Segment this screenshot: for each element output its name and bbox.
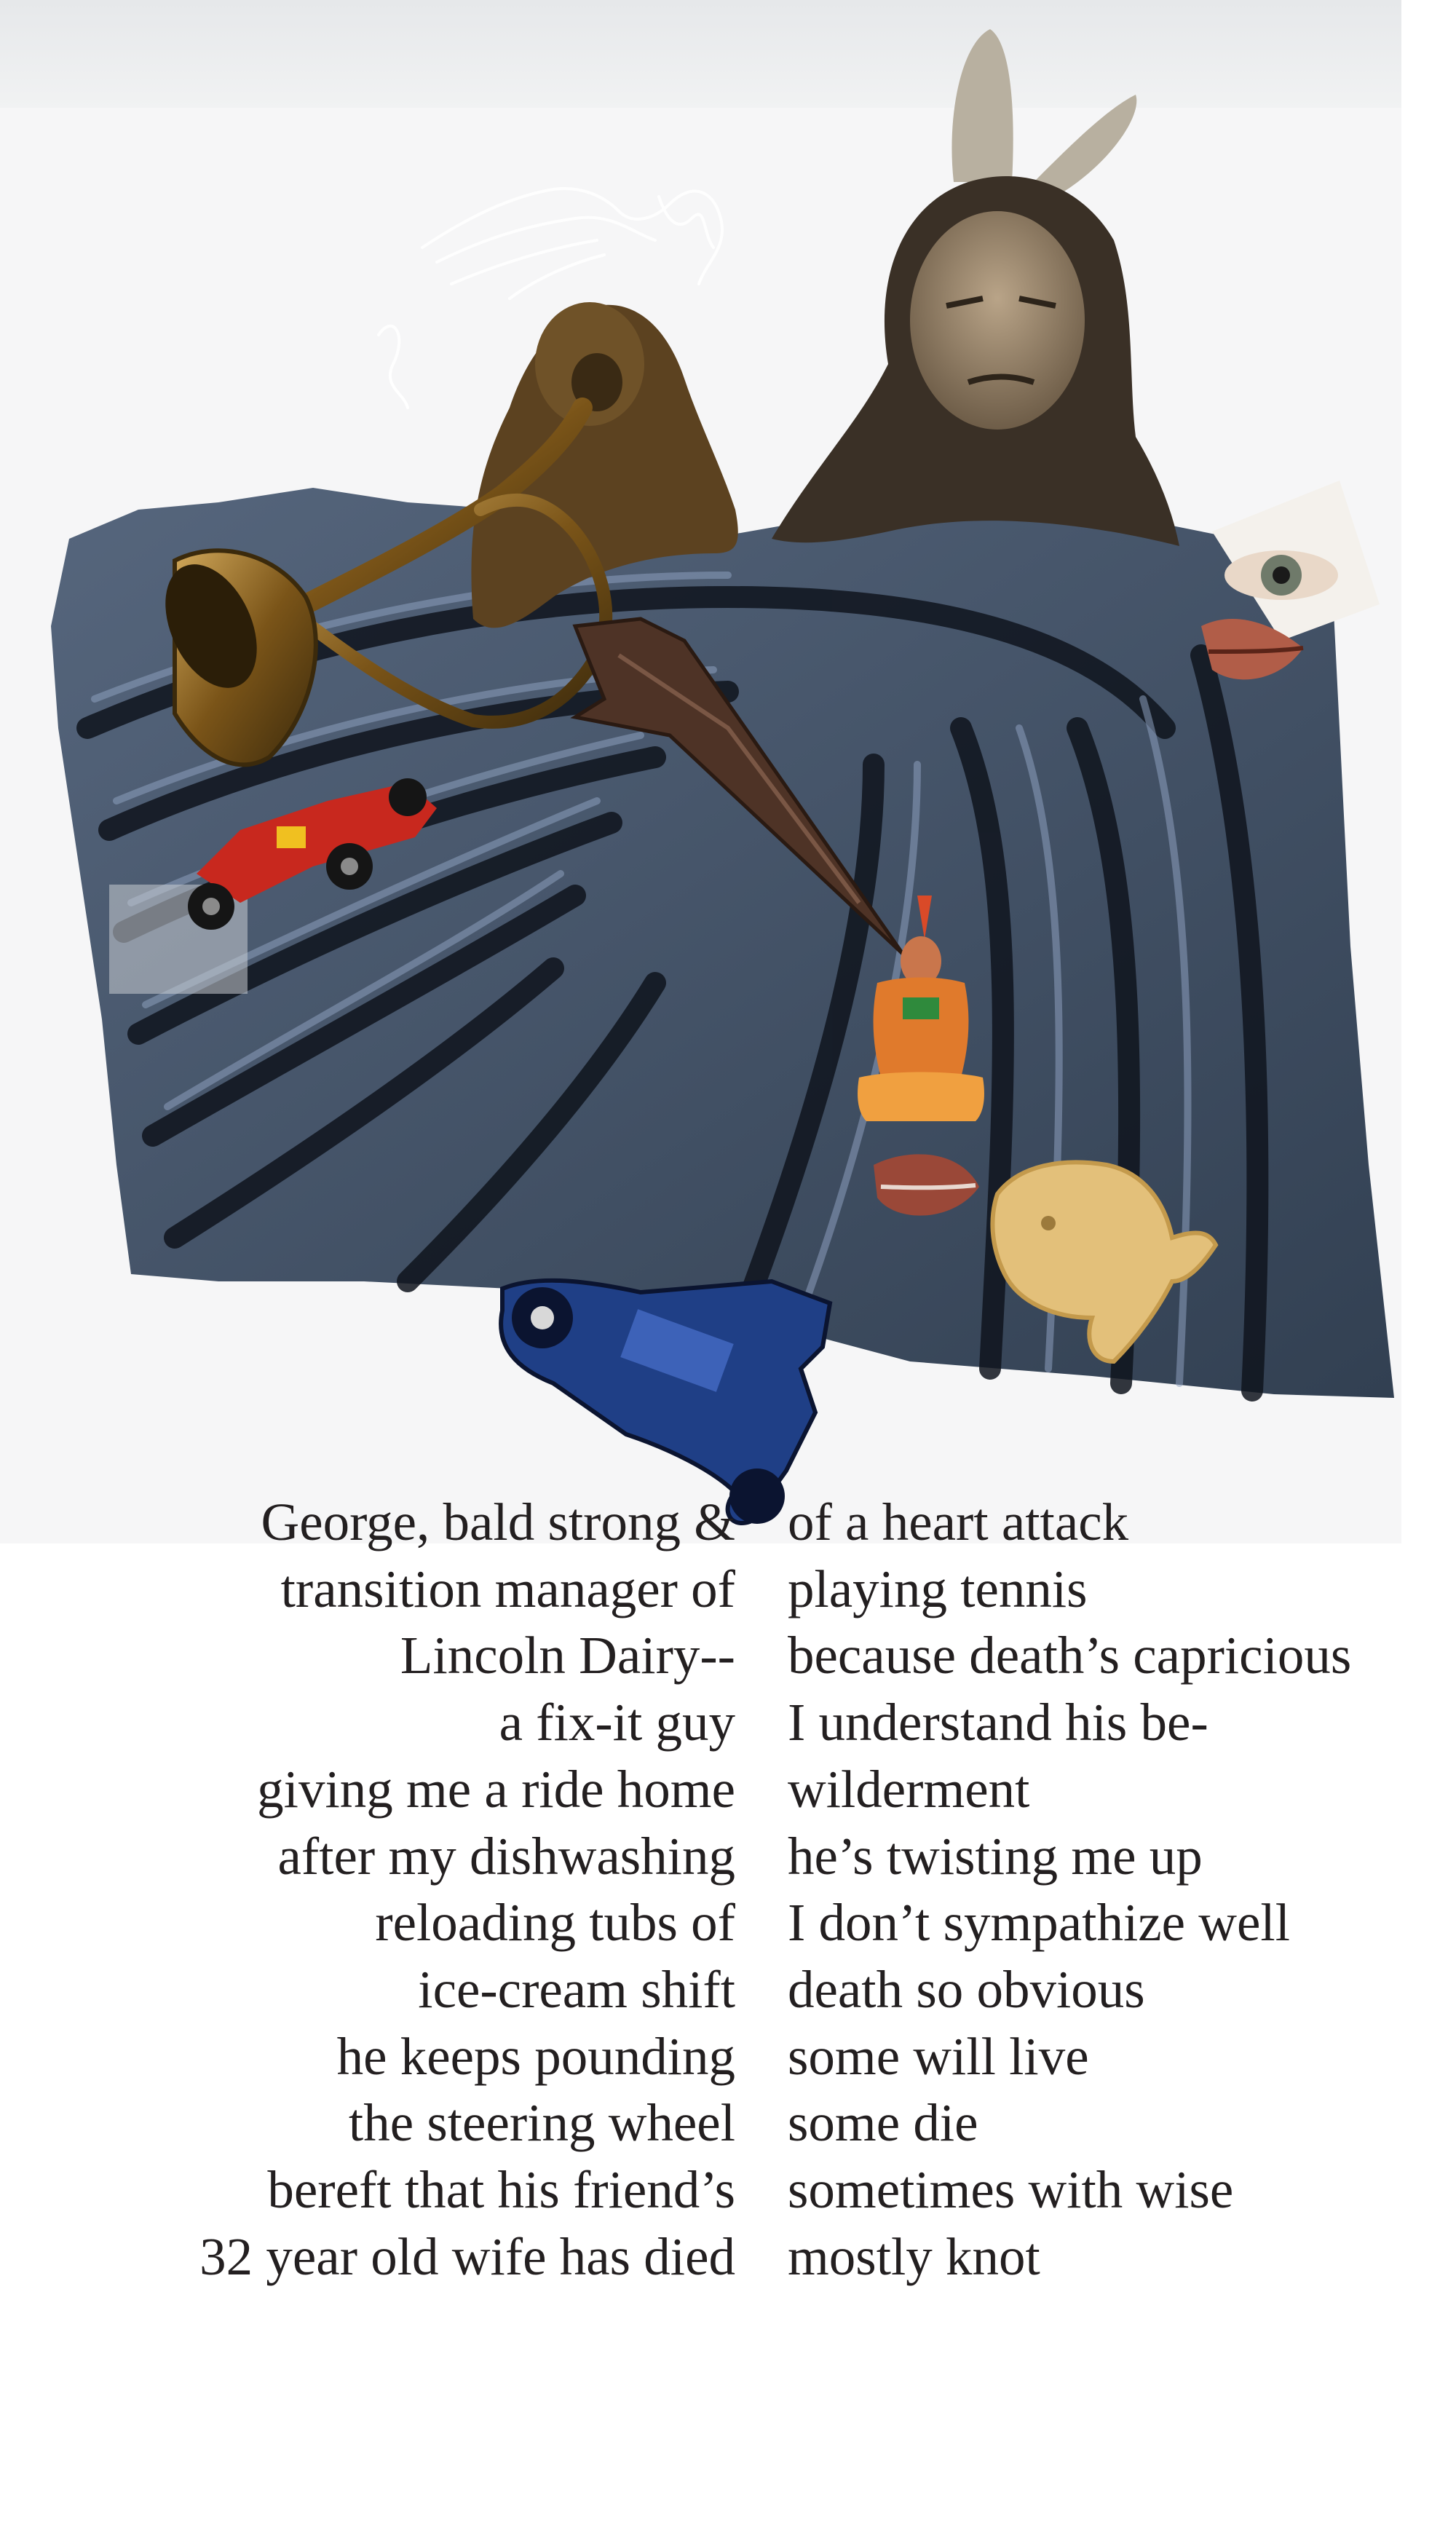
poem-line: death so obvious bbox=[788, 1959, 1145, 2019]
poem-line: ice-cream shift bbox=[418, 1959, 735, 2019]
top-strip bbox=[0, 0, 1401, 108]
poem-line: playing tennis bbox=[788, 1559, 1088, 1618]
poem-line: some will live bbox=[788, 2026, 1089, 2086]
poem-line: mostly knot bbox=[788, 2226, 1040, 2286]
poem-line: after my dishwashing bbox=[277, 1826, 735, 1886]
poem-line: a fix-it guy bbox=[499, 1693, 735, 1752]
poem-line: of a heart attack bbox=[788, 1493, 1129, 1551]
poem-line: some die bbox=[788, 2093, 978, 2153]
poem-line: transition manager of bbox=[280, 1559, 735, 1618]
poem-line: George, bald strong & bbox=[261, 1493, 735, 1551]
poem-line: 32 year old wife has died bbox=[199, 2226, 735, 2286]
poem-line: wilderment bbox=[788, 1759, 1030, 1819]
poem-line: he’s twisting me up bbox=[788, 1826, 1203, 1886]
poem-line: because death’s capricious bbox=[788, 1626, 1352, 1685]
poem-line: I understand his be- bbox=[788, 1693, 1208, 1752]
poem-line: he keeps pounding bbox=[336, 2026, 735, 2086]
poem-line: reloading tubs of bbox=[375, 1893, 735, 1953]
poem-right-column bbox=[788, 1489, 1351, 2290]
poem-line: I don’t sympathize well bbox=[788, 1893, 1290, 1953]
poem-line: Lincoln Dairy-- bbox=[400, 1626, 735, 1685]
poem-line: bereft that his friend’s bbox=[267, 2160, 735, 2220]
poem-line: sometimes with wise bbox=[788, 2160, 1234, 2220]
poem-left-column bbox=[199, 1489, 735, 2290]
poem-line: giving me a ride home bbox=[257, 1759, 735, 1819]
poem-line: the steering wheel bbox=[348, 2093, 735, 2153]
